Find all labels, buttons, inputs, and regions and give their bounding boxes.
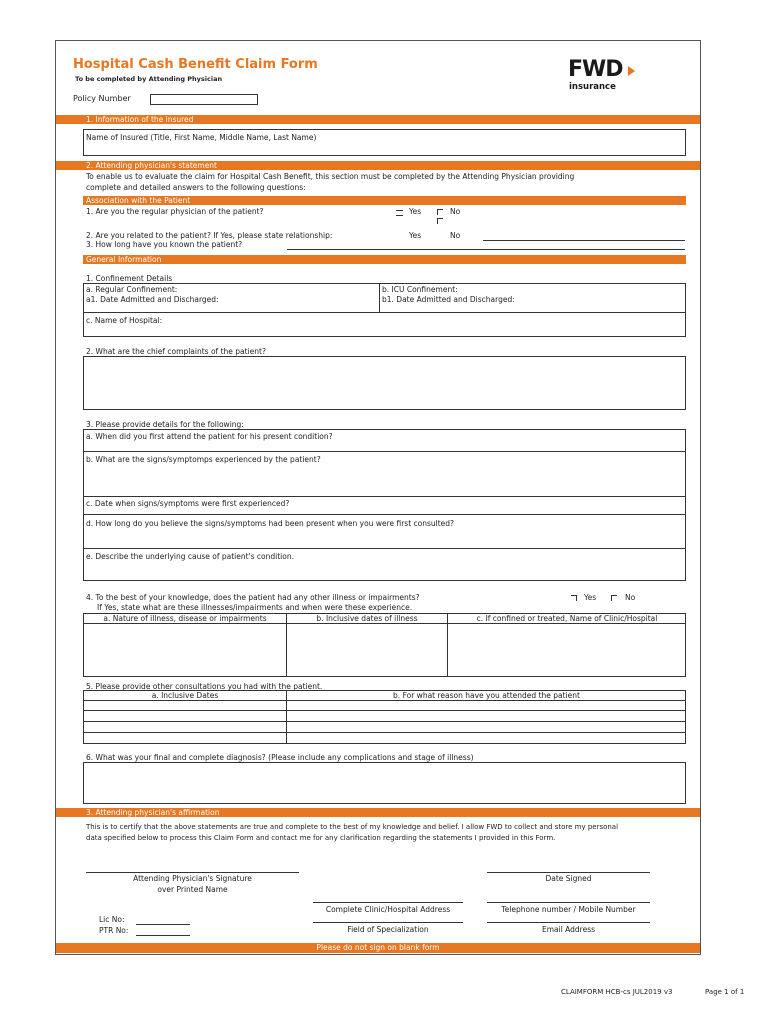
form-code: CLAIMFORM HCB-cs JUL2019 v3 xyxy=(561,988,673,996)
symptoms-duration-label: d. How long do you believe the signs/symptoms had been present when you were first consulted? xyxy=(86,519,455,528)
q2-no-label: No xyxy=(450,231,461,240)
question-related: 2. Are you related to the patient? If Yes, please state relationship: xyxy=(86,231,333,240)
other-illness-instruction: If Yes, state what are these illnesses/impairments and when were these experience. xyxy=(97,603,413,612)
symptoms-date-label: c. Date when signs/symptoms were first experienced? xyxy=(86,499,290,508)
q1-yes-label: Yes xyxy=(409,207,422,216)
other-illness-question: 4. To the best of your knowledge, does the patient had any other illness or impairments? xyxy=(86,593,420,602)
consultations-question: 5. Please provide other consultations you had with the patient. xyxy=(86,682,323,691)
q2-yes-label: Yes xyxy=(409,231,422,240)
policy-number-field[interactable] xyxy=(150,94,258,105)
ptr-line[interactable] xyxy=(136,935,190,936)
q1-no-checkbox-b[interactable] xyxy=(437,218,443,224)
q4-yes-checkbox[interactable] xyxy=(571,595,577,601)
regular-confinement-label: a. Regular Confinement: xyxy=(86,285,178,294)
q1-yes-checkbox[interactable] xyxy=(396,210,403,211)
section1-header: 1. Information of the insured xyxy=(56,115,700,124)
policy-number-label: Policy Number xyxy=(73,94,131,103)
consult-col-dates: a. Inclusive Dates xyxy=(151,691,219,700)
illness-col-clinic: c. If confined or treated, Name of Clinic/Hospital xyxy=(476,614,658,623)
hospital-name-label: c. Name of Hospital: xyxy=(86,316,163,325)
association-header: Association with the Patient xyxy=(83,196,686,205)
date-signed-label: Date Signed xyxy=(545,874,592,883)
icu-confinement-label: b. ICU Confinement: xyxy=(382,285,458,294)
phone-label: Telephone number / Mobile Number xyxy=(501,905,636,914)
lic-label: Lic No: xyxy=(99,915,125,924)
consult-col-reason: b. For what reason have you attended the patient xyxy=(393,691,580,700)
signature-line[interactable] xyxy=(86,872,299,873)
chief-complaints-question: 2. What are the chief complaints of the patient? xyxy=(86,347,266,356)
ptr-label: PTR No: xyxy=(99,926,129,935)
details-hline-2 xyxy=(83,496,686,497)
relationship-line[interactable] xyxy=(483,240,685,241)
symptoms-label: b. What are the signs/symptomps experienced by the patient? xyxy=(86,455,321,464)
section2-header: 2. Attending physician's statement xyxy=(56,161,700,170)
specialization-line[interactable] xyxy=(313,922,463,923)
clinic-address-line[interactable] xyxy=(313,902,463,903)
q4-no-checkbox[interactable] xyxy=(611,595,617,601)
form-subtitle: To be completed by Attending Physician xyxy=(75,75,223,83)
section2-intro-2: complete and detailed answers to the following questions: xyxy=(86,183,306,192)
phone-line[interactable] xyxy=(487,902,650,903)
consult-line-3 xyxy=(83,721,686,722)
q4-yes-label: Yes xyxy=(584,593,597,602)
q4-no-label: No xyxy=(625,593,636,602)
logo-triangle-icon xyxy=(628,66,635,76)
chief-complaints-field[interactable] xyxy=(83,356,686,410)
specialization-label: Field of Specialization xyxy=(347,925,429,934)
q1-yes-checkbox-b[interactable] xyxy=(396,215,403,216)
details-hline-4 xyxy=(83,548,686,549)
first-attend-label: a. When did you first attend the patient for his present condition? xyxy=(86,432,333,441)
underlying-cause-label: e. Describe the underlying cause of patient's condition. xyxy=(86,552,294,561)
details-question: 3. Please provide details for the following: xyxy=(86,420,244,429)
illness-col-nature: a. Nature of illness, disease or impairments xyxy=(103,614,267,623)
do-not-sign-bar: Please do not sign on blank form xyxy=(56,943,700,953)
page-number: Page 1 of 1 xyxy=(705,988,745,996)
consult-line-2 xyxy=(83,710,686,711)
confinement-title: 1. Confinement Details xyxy=(86,274,173,283)
b1-date-label: b1. Date Admitted and Discharged: xyxy=(382,295,515,304)
diagnosis-question: 6. What was your final and complete diagnosis? (Please include any complications and stage of illness) xyxy=(86,753,474,762)
how-long-line[interactable] xyxy=(287,249,685,250)
general-info-header: General Information xyxy=(83,255,686,264)
affirmation-text-1: This is to certify that the above statements are true and complete to the best of my knowledge and belief. I allow FWD to collect and store my personal xyxy=(86,823,619,831)
a1-date-label: a1. Date Admitted and Discharged: xyxy=(86,295,219,304)
clinic-address-label: Complete Clinic/Hospital Address xyxy=(325,905,451,914)
q1-no-label: No xyxy=(450,207,461,216)
affirmation-text-2: data specified below to process this Claim Form and contact me for any clarification regarding the statements I provided in this Form. xyxy=(86,834,556,842)
section3-header: 3. Attending physician's affirmation xyxy=(56,808,700,817)
email-line[interactable] xyxy=(487,922,650,923)
confinement-hline xyxy=(83,312,686,313)
signature-label: Attending Physician's Signature xyxy=(133,874,252,883)
form-title: Hospital Cash Benefit Claim Form xyxy=(73,57,318,72)
email-label: Email Address xyxy=(541,925,596,934)
consult-line-1 xyxy=(83,700,686,701)
consult-line-4 xyxy=(83,732,686,733)
section2-intro-1: To enable us to evaluate the claim for Hospital Cash Benefit, this section must be completed by the Attending Physician providing xyxy=(86,172,575,181)
confinement-divider xyxy=(379,283,380,312)
printed-name-label: over Printed Name xyxy=(157,885,228,894)
details-hline-3 xyxy=(83,514,686,515)
illness-col-dates: b. Inclusive dates of illness xyxy=(316,614,418,623)
question-how-long: 3. How long have you known the patient? xyxy=(86,240,243,249)
question-regular-physician: 1. Are you the regular physician of the patient? xyxy=(86,207,264,216)
illness-header-line xyxy=(83,623,686,624)
lic-line[interactable] xyxy=(136,924,190,925)
fwd-logo: FWD insurance xyxy=(568,58,648,98)
diagnosis-field[interactable] xyxy=(83,762,686,804)
details-hline-1 xyxy=(83,451,686,452)
insured-name-label: Name of Insured (Title, First Name, Middle Name, Last Name) xyxy=(86,133,317,142)
date-signed-line[interactable] xyxy=(487,872,650,873)
q1-no-checkbox[interactable] xyxy=(437,209,443,215)
